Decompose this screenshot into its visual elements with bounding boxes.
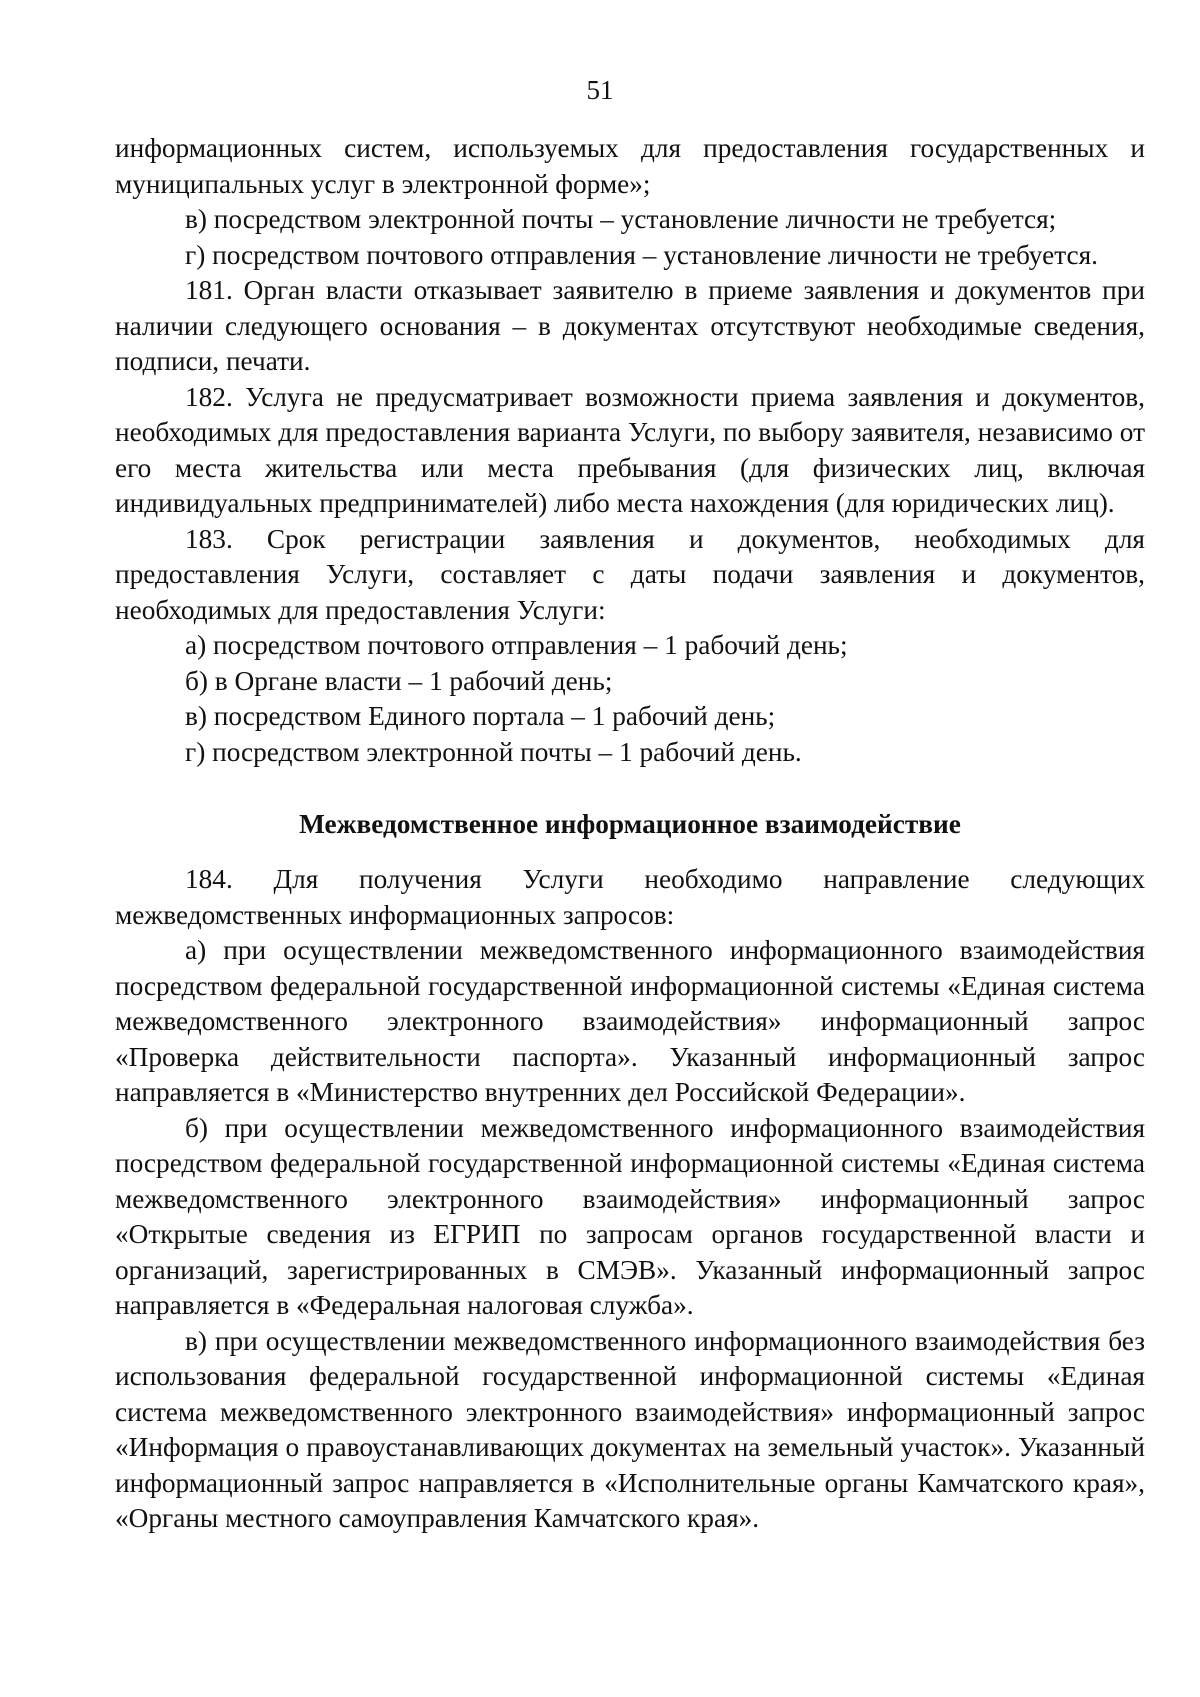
paragraphs-bottom [115, 862, 1145, 1537]
paragraph: а) при осуществлении межведомственного информационного взаимодействия посредством федеральной государственной информационной системы «Единая система межведомственного электронного взаимодействия» информационный запрос «Проверка действительности паспорта». Указанный информационный запрос направляется в «Министерство внутренних дел Российской Федерации». [115, 935, 1145, 1107]
paragraphs-top [115, 131, 1145, 770]
paragraph: 184. Для получения Услуги необходимо направление следующих межведомственных информационных запросов: [115, 864, 1145, 930]
paragraph: г) посредством электронной почты – 1 рабочий день. [185, 736, 802, 767]
page-number: 51 [586, 75, 614, 105]
paragraph: 183. Срок регистрации заявления и документов, необходимых для предоставления Услуги, составляет с даты подачи заявления и документов, необходимых для предоставления Услуги: [115, 523, 1145, 625]
section-heading: Межведомственное информационное взаимодействие [299, 809, 961, 839]
paragraph: а) посредством почтового отправления – 1 рабочий день; [185, 630, 848, 660]
paragraph: в) посредством электронной почты – установление личности не требуется; [185, 204, 1057, 234]
paragraph: в) посредством Единого портала – 1 рабочий день; [185, 701, 776, 731]
paragraph: г) посредством почтового отправления – установление личности не требуется. [185, 239, 1098, 270]
paragraph: б) в Органе власти – 1 рабочий день; [185, 665, 613, 696]
paragraph: 181. Орган власти отказывает заявителю в приеме заявления и документов при наличии следующего основания – в документах отсутствуют необходимые сведения, подписи, печати. [115, 275, 1145, 376]
paragraph: информационных систем, используемых для предоставления государственных и муниципальных услуг в электронной форме»; [115, 133, 1145, 199]
paragraph: в) при осуществлении межведомственного информационного взаимодействия без использования федеральной государственной информационной системы «Единая система межведомственного электронного взаимодействия» информационный запрос «Информация о правоустанавливающих документах на земельный участок». Указанный информационный запрос направляется в «Исполнительные органы Камчатского края», «Органы местного самоуправления Камчатского края». [115, 1325, 1145, 1533]
document-body [115, 131, 1145, 1537]
paragraph: б) при осуществлении межведомственного информационного взаимодействия посредством федеральной государственной информационной системы «Единая система межведомственного электронного взаимодействия» информационный запрос «Открытые сведения из ЕГРИП по запросам органов государственной власти и организаций, зарегистрированных в СМЭВ». Указанный информационный запрос направляется в «Федеральная налоговая служба». [115, 1112, 1145, 1320]
paragraph: 182. Услуга не предусматривает возможности приема заявления и документов, необходимых для предоставления варианта Услуги, по выбору заявителя, независимо от его места жительства или места пребывания (для физических лиц, включая индивидуальных предпринимателей) либо места нахождения (для юридических лиц). [115, 381, 1145, 518]
